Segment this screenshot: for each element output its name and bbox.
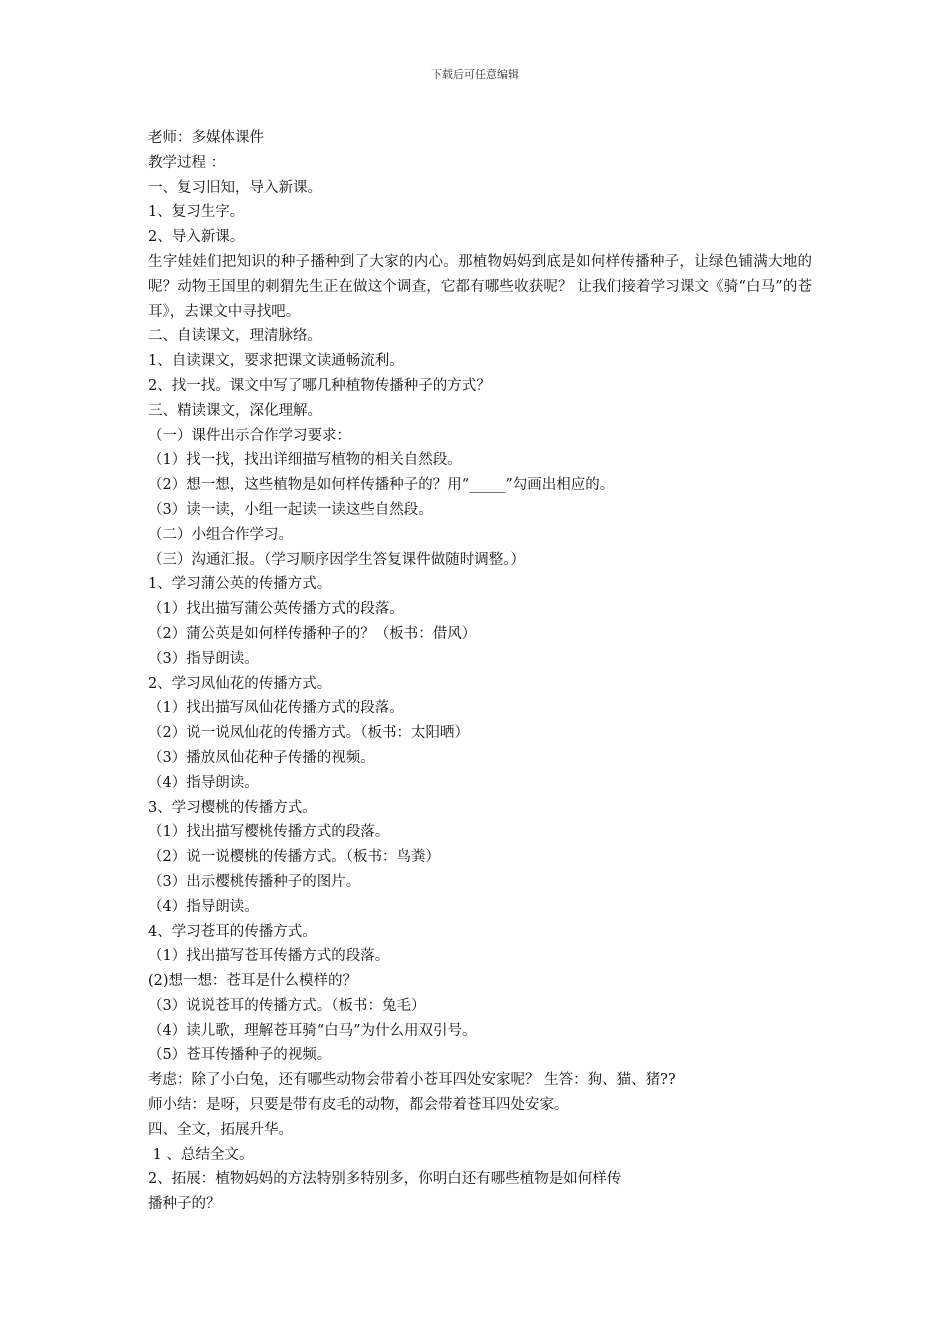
text-line: （1）找出描写苍耳传播方式的段落。	[148, 948, 390, 965]
text-line: 考虑：除了小白兔，还有哪些动物会带着小苍耳四处安家呢？ 生答：狗、猫、猪??	[148, 1072, 676, 1089]
text-line: 1、学习蒲公英的传播方式。	[148, 576, 332, 593]
text-line: 2、找一找。课文中写了哪几种植物传播种子的方式？	[148, 377, 491, 394]
text-line: （3）读一读，小组一起读一读这些自然段。	[148, 501, 433, 518]
text-line: 4、学习苍耳的传播方式。	[148, 923, 317, 940]
section-heading: 一、复习旧知，导入新课。	[148, 179, 322, 196]
text-line: （4）指导朗读。	[148, 774, 259, 791]
text-line: （1）找一找，找出详细描写植物的相关自然段。	[148, 452, 462, 469]
text-line: （2）想一想，这些植物是如何样传播种子的？用“_____”勾画出相应的。	[148, 477, 615, 494]
intro-paragraph: 生字娃娃们把知识的种子播种到了大家的内心。那植物妈妈到底是如何样传播种子，让绿色铺满大地的呢？动物王国里的刺猬先生正在做这个调查，它都有哪些收获呢？ 让我们接着学习课文《骑“白马”的苍耳》，去课文中寻找吧。	[148, 253, 812, 320]
text-line: （2）说一说凤仙花的传播方式。（板书：太阳晒）	[148, 725, 469, 742]
text-line: （1）找出描写樱桃传播方式的段落。	[148, 824, 390, 841]
document-body	[148, 126, 828, 1217]
text-line: （二）小组合作学习。	[148, 526, 293, 543]
header-note: 下载后可任意编辑	[431, 68, 519, 81]
section-heading: 三、精读课文，深化理解。	[148, 402, 322, 419]
text-line: 教学过程 ：	[148, 154, 226, 171]
text-line: （1）找出描写凤仙花传播方式的段落。	[148, 700, 404, 717]
text-line: 2、拓展：植物妈妈的方法特别多特别多，你明白还有哪些植物是如何样传	[148, 1171, 622, 1188]
text-line: （3）播放凤仙花种子传播的视频。	[148, 749, 375, 766]
text-line: 2、导入新课。	[148, 229, 245, 246]
text-line: （2）说一说樱桃的传播方式。（板书：鸟粪）	[148, 849, 440, 866]
text-line: （1）找出描写蒲公英传播方式的段落。	[148, 601, 404, 618]
text-line: （3）说说苍耳的传播方式。（板书：兔毛）	[148, 997, 426, 1014]
text-line: （5）苍耳传播种子的视频。	[148, 1047, 332, 1064]
text-line: 师小结：是呀，只要是带有皮毛的动物，都会带着苍耳四处安家。	[148, 1097, 569, 1114]
section-heading: 四、全文，拓展升华。	[148, 1121, 293, 1138]
text-line: (2)想一想：苍耳是什么模样的？	[148, 973, 358, 990]
text-line: （2）蒲公英是如何样传播种子的？（板书：借风）	[148, 625, 477, 642]
text-line: （3）出示樱桃传播种子的图片。	[148, 873, 361, 890]
text-line: 3、学习樱桃的传播方式。	[148, 799, 317, 816]
text-line: 老师：多媒体课件	[148, 130, 264, 146]
text-line: 2、学习凤仙花的传播方式。	[148, 675, 332, 692]
text-line: 1、自读课文，要求把课文读通畅流利。	[148, 353, 404, 370]
text-line: 1 、总结全文。	[148, 1146, 254, 1163]
text-line: 1、复习生字。	[148, 204, 245, 221]
text-line: （3）指导朗读。	[148, 650, 259, 667]
text-line: （4）读儿歌，理解苍耳骑“白马”为什么用双引号。	[148, 1022, 477, 1039]
text-line: （4）指导朗读。	[148, 898, 259, 915]
text-line: （三）沟通汇报。（学习顺序因学生答复课件做随时调整。）	[148, 551, 525, 568]
section-heading: 二、自读课文，理清脉络。	[148, 328, 322, 345]
text-line: （一）课件出示合作学习要求：	[148, 427, 351, 444]
text-line: 播种子的？	[148, 1196, 221, 1213]
